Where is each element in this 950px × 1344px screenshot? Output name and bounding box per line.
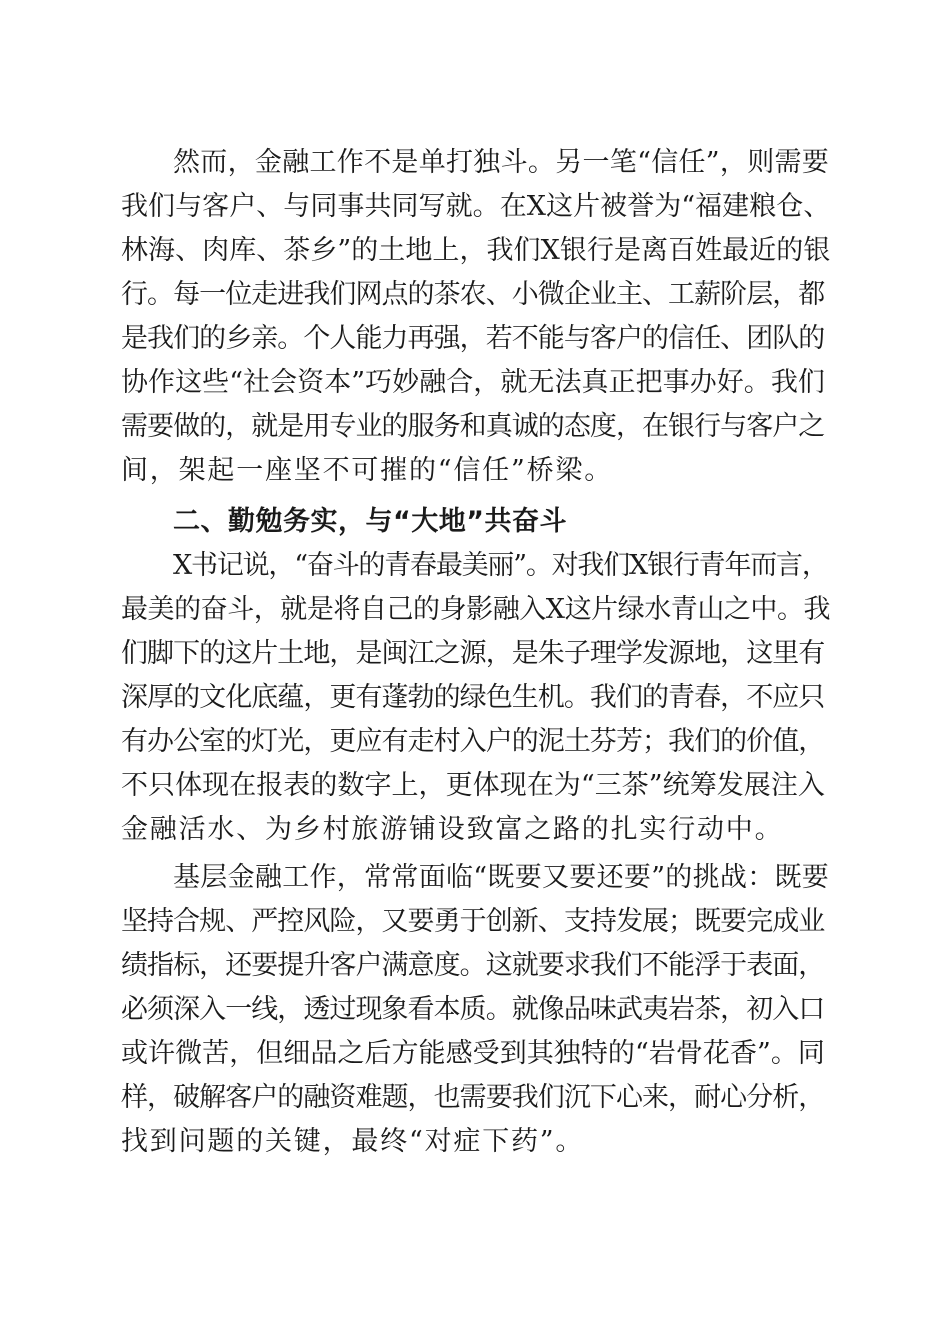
paragraph-line: 间，架起一座坚不可摧的“信任”桥梁。 xyxy=(121,455,614,486)
paragraph-line: 是我们的乡亲。个人能力再强，若不能与客户的信任、团队的 xyxy=(121,323,825,354)
paragraph-line: 我们与客户、与同事共同写就。在X这片被誉为“福建粮仓、 xyxy=(121,191,831,222)
paragraph-line: 林海、肉库、茶乡”的土地上，我们X银行是离百姓最近的银 xyxy=(121,235,831,266)
paragraph-line: 有办公室的灯光，更应有走村入户的泥土芬芳；我们的价值， xyxy=(121,726,825,757)
section-heading: 二、勤勉务实，与“大地”共奋斗 xyxy=(173,506,567,537)
paragraph-line: 坚持合规、严控风险，又要勇于创新、支持发展；既要完成业 xyxy=(121,906,825,937)
paragraph-line: 行。每一位走进我们网点的茶农、小微企业主、工薪阶层，都 xyxy=(121,279,825,310)
paragraph-line: 找到问题的关键，最终“对症下药”。 xyxy=(121,1126,585,1157)
paragraph-line: 金融活水、为乡村旅游铺设致富之路的扎实行动中。 xyxy=(121,814,784,845)
paragraph-line: X书记说，“奋斗的青春最美丽”。对我们X银行青年而言， xyxy=(173,550,828,581)
paragraph-line: 不只体现在报表的数字上，更体现在为“三茶”统筹发展注入 xyxy=(121,770,825,801)
paragraph-line: 必须深入一线，透过现象看本质。就像品味武夷岩茶，初入口 xyxy=(121,994,825,1025)
paragraph-line: 最美的奋斗，就是将自己的身影融入X这片绿水青山之中。我 xyxy=(121,594,831,625)
paragraph-line: 绩指标，还要提升客户满意度。这就要求我们不能浮于表面， xyxy=(121,950,825,981)
paragraph-line: 样，破解客户的融资难题，也需要我们沉下心来，耐心分析， xyxy=(121,1082,825,1113)
paragraph-line: 然而，金融工作不是单打独斗。另一笔“信任”，则需要 xyxy=(173,147,830,178)
paragraph-line: 基层金融工作，常常面临“既要又要还要”的挑战：既要 xyxy=(173,862,830,893)
paragraph-line: 深厚的文化底蕴，更有蓬勃的绿色生机。我们的青春，不应只 xyxy=(121,682,825,713)
paragraph-line: 或许微苦，但细品之后方能感受到其独特的“岩骨花香”。同 xyxy=(121,1038,825,1069)
paragraph-line: 们脚下的这片土地，是闽江之源，是朱子理学发源地，这里有 xyxy=(121,638,825,669)
paragraph-line: 协作这些“社会资本”巧妙融合，就无法真正把事办好。我们 xyxy=(121,367,825,398)
paragraph-line: 需要做的，就是用专业的服务和真诚的态度，在银行与客户之 xyxy=(121,411,825,442)
